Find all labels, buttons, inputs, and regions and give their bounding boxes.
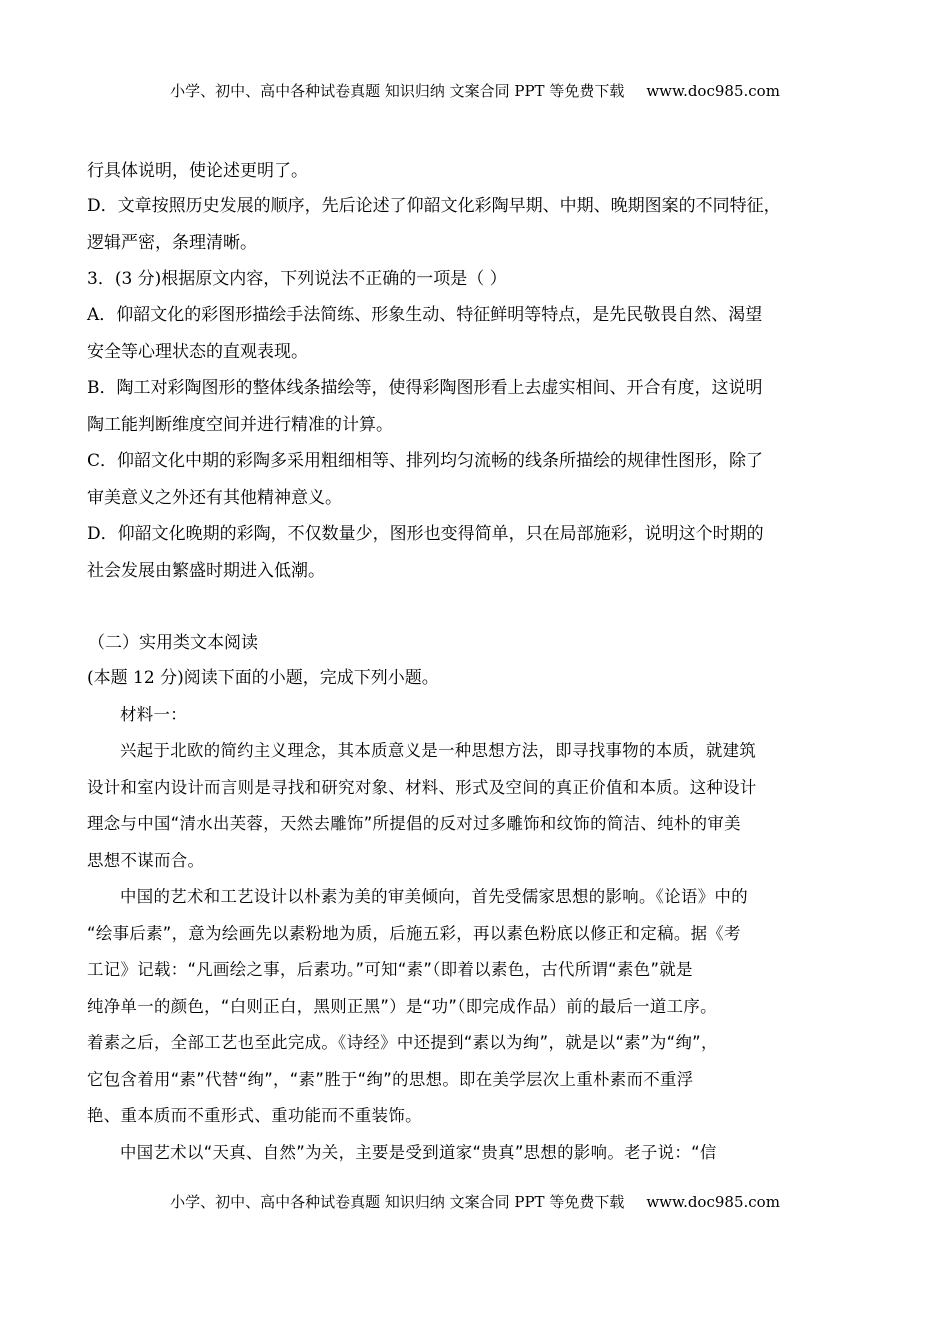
para2-line3 xyxy=(87,959,867,981)
q3-option-b xyxy=(87,377,867,399)
para1-text-3: 理念与中国“清水出芙蓉，天然去雕饰”所提倡的反对过多雕饰和纹饰的简洁、纯朴的审美 xyxy=(87,814,741,833)
para2-line1 xyxy=(120,886,900,908)
q3-option-a xyxy=(87,304,867,326)
q2-option-d xyxy=(87,195,867,217)
para2-line7 xyxy=(87,1105,867,1127)
q3-option-d xyxy=(87,523,867,545)
q2-continued-text: 行具体说明，使论述更明了。 xyxy=(87,161,308,181)
q3-option-c xyxy=(87,450,867,472)
para1-line1 xyxy=(120,740,900,762)
para2-line5 xyxy=(87,1032,867,1054)
q3-option-d-cont xyxy=(87,560,867,582)
para3-line1 xyxy=(120,1142,900,1164)
q3-option-c-cont xyxy=(87,487,867,509)
q2-continued xyxy=(87,160,867,182)
material-label-block xyxy=(120,704,900,726)
para1-line4 xyxy=(87,850,867,872)
para1-line2 xyxy=(87,777,867,799)
para1-text-2: 设计和室内设计而言则是寻找和研究对象、材料、形式及空间的真正价值和本质。这种设计 xyxy=(87,778,757,797)
q3-option-c-line2: 审美意义之外还有其他精神意义。 xyxy=(87,488,342,508)
q3-option-d-line1: D．仰韶文化晚期的彩陶，不仅数量少，图形也变得简单，只在局部施彩，说明这个时期的 xyxy=(87,524,764,544)
q2-option-d-cont xyxy=(87,232,867,254)
q3-option-a-line2: 安全等心理状态的直观表现。 xyxy=(87,342,308,362)
header-url: www.doc985.com xyxy=(646,82,780,100)
para2-line2 xyxy=(87,923,867,945)
para2-text-6: 它包含着用“素”代替“绚”，“素”胜于“绚”的思想。即在美学层次上重朴素而不重浮 xyxy=(87,1070,694,1089)
page-header xyxy=(0,81,950,101)
q3-stem-block xyxy=(87,268,867,290)
para2-line6 xyxy=(87,1069,867,1091)
footer-url: www.doc985.com xyxy=(646,1193,780,1211)
q3-stem: 3．(3 分)根据原文内容，下列说法不正确的一项是（ ） xyxy=(87,269,507,289)
q2-option-d-line2: 逻辑严密，条理清晰。 xyxy=(87,233,257,253)
header-text: 小学、初中、高中各种试卷真题 知识归纳 文案合同 PPT 等免费下载 xyxy=(170,82,625,100)
para3-text-1: 中国艺术以“天真、自然”为关，主要是受到道家“贵真”思想的影响。老子说：“信 xyxy=(120,1143,717,1162)
para2-text-4: 纯净单一的颜色，“白则正白，黑则正黑”）是“功”（即完成作品）前的最后一道工序。 xyxy=(87,997,717,1016)
section-title-block xyxy=(88,632,868,654)
q3-option-d-line2: 社会发展由繁盛时期进入低潮。 xyxy=(87,561,325,581)
para2-text-1: 中国的艺术和工艺设计以朴素为美的审美倾向，首先受儒家思想的影响。《论语》中的 xyxy=(120,887,748,906)
q3-option-b-cont xyxy=(87,414,867,436)
q3-option-c-line1: C．仰韶文化中期的彩陶多采用粗细相等、排列均匀流畅的线条所描绘的规律性图形，除了 xyxy=(87,451,764,471)
para1-text-4: 思想不谋而合。 xyxy=(87,851,205,870)
q3-option-b-line2: 陶工能判断维度空间并进行精准的计算。 xyxy=(87,415,393,435)
para2-text-5: 着素之后，全部工艺也至此完成。《诗经》中还提到“素以为绚”，就是以“素”为“绚”， xyxy=(87,1033,718,1052)
q2-option-d-line1: D．文章按照历史发展的顺序，先后论述了仰韶文化彩陶早期、中期、晚期图案的不同特征， xyxy=(87,196,781,216)
para1-line3 xyxy=(87,813,867,835)
q3-option-a-cont xyxy=(87,341,867,363)
para1-text-1: 兴起于北欧的简约主义理念，其本质意义是一种思想方法，即寻找事物的本质，就建筑 xyxy=(120,741,757,760)
section-instruction: (本题 12 分)阅读下面的小题，完成下列小题。 xyxy=(87,668,439,688)
section-instruction-block xyxy=(87,667,867,689)
q3-option-b-line1: B．陶工对彩陶图形的整体线条描绘等，使得彩陶图形看上去虚实相间、开合有度，这说明 xyxy=(87,378,763,398)
para2-text-2: “绘事后素”，意为绘画先以素粉地为质，后施五彩，再以素色粉底以修正和定稿。据《考 xyxy=(87,924,741,943)
q3-option-a-line1: A．仰韶文化的彩图形描绘手法简练、形象生动、特征鲜明等特点，是先民敬畏自然、渴望 xyxy=(87,305,763,325)
section-title: （二）实用类文本阅读 xyxy=(88,633,258,653)
footer-text: 小学、初中、高中各种试卷真题 知识归纳 文案合同 PPT 等免费下载 xyxy=(170,1193,625,1211)
page-footer xyxy=(0,1192,950,1212)
para2-line4 xyxy=(87,996,867,1018)
para2-text-7: 艳、重本质而不重形式、重功能而不重装饰。 xyxy=(87,1106,422,1125)
material-label: 材料一： xyxy=(120,705,187,724)
para2-text-3: 工记》记载：“凡画绘之事，后素功。”可知“素”（即着以素色，古代所谓“素色”就是 xyxy=(87,960,693,979)
